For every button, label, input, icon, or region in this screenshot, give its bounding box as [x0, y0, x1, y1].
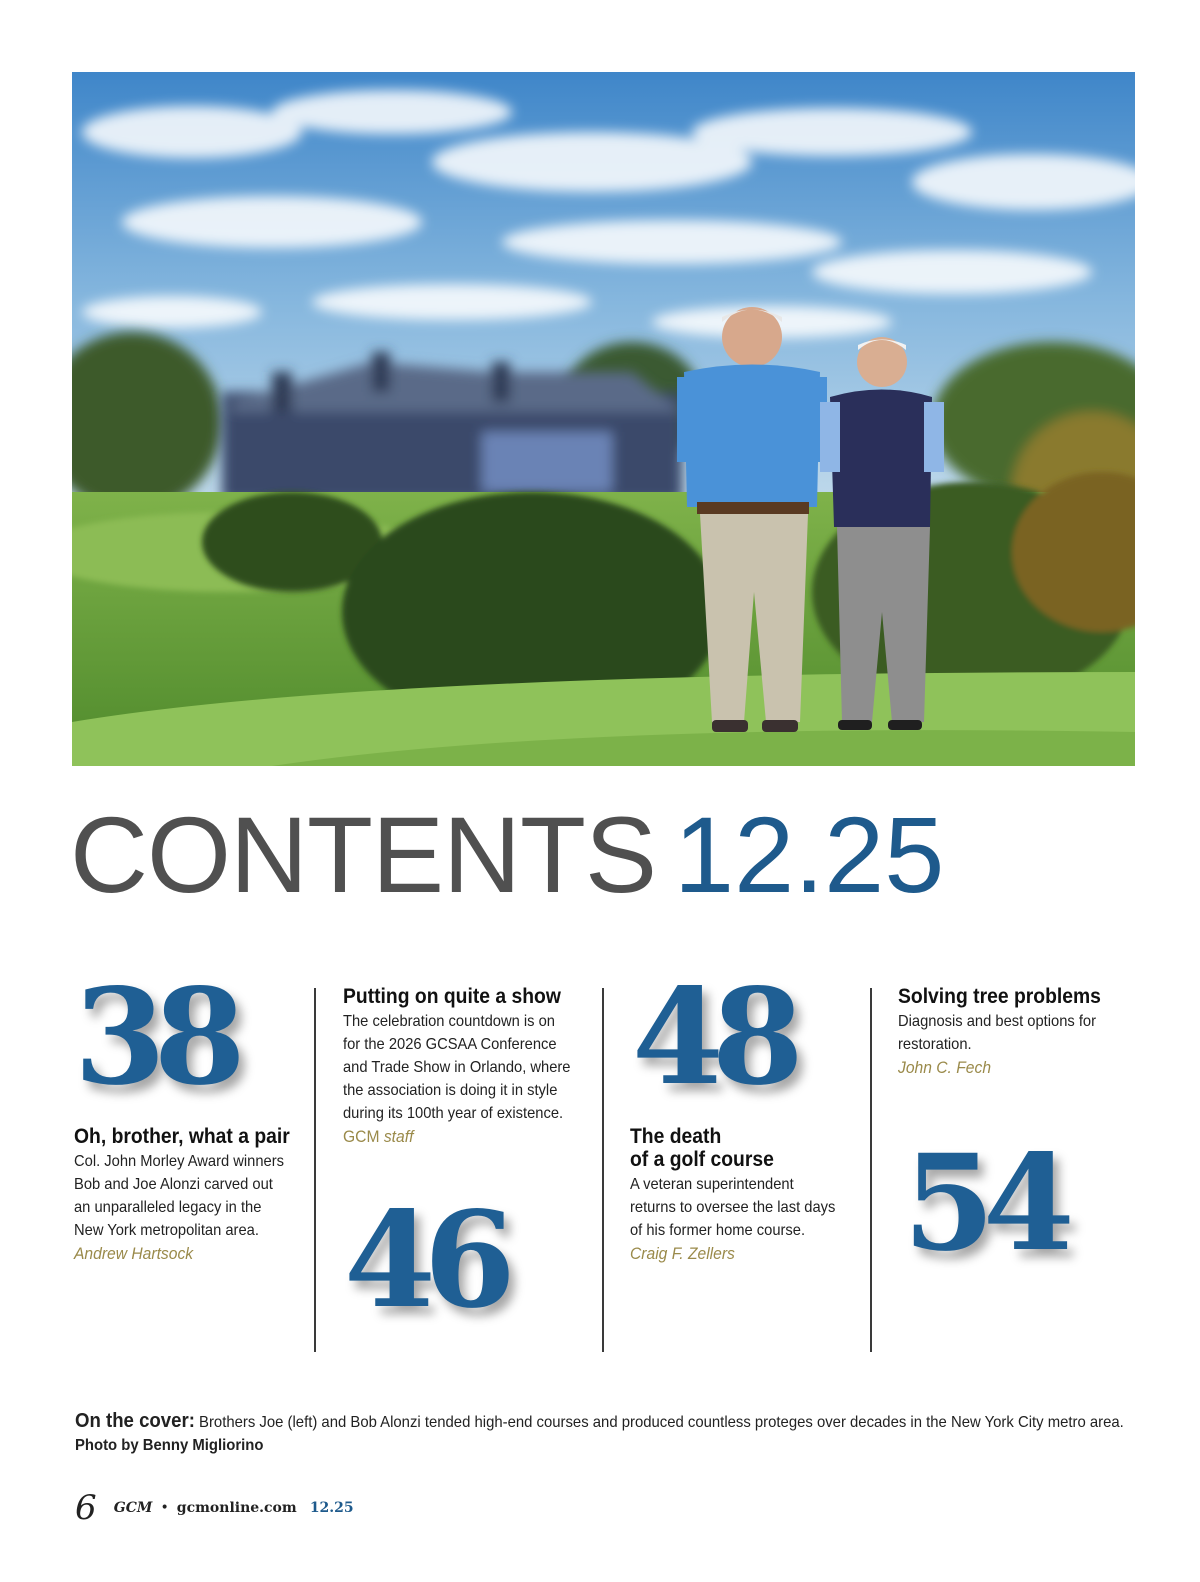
photo-credit: Photo by Benny Migliorino: [75, 1437, 264, 1454]
cover-photo: [72, 72, 1135, 766]
folio-page-number: 6: [75, 1488, 97, 1528]
cover-text: Brothers Joe (left) and Bob Alonzi tended high-end courses and produced countless proteges over decades in the New York City metro area.: [199, 1414, 1124, 1431]
page-number-38[interactable]: 38: [74, 960, 234, 1115]
footer-issue: 12.25: [309, 1500, 354, 1516]
cover-photo-illustration: [72, 72, 1135, 766]
story-author: Craig F. Zellers: [630, 1244, 735, 1263]
story-headline[interactable]: Solving tree problems: [898, 985, 1101, 1008]
story-solving-tree-problems[interactable]: [898, 985, 1148, 1079]
story-dek: The celebration countdown is on for the 2026 GCSAA Conference and Trade Show in Orlando, where the association is doing it in style during its 100th year of existence.: [343, 1013, 571, 1122]
story-dek: A veteran superintendent returns to oversee the last days of his former home course.: [630, 1176, 836, 1239]
contents-heading: CONTENTS: [70, 794, 656, 915]
issue-date: 12.25: [674, 794, 945, 915]
column-divider: [602, 988, 604, 1352]
story-oh-brother[interactable]: [74, 1125, 304, 1265]
story-author: GCM staff: [343, 1127, 414, 1146]
story-author: John C. Fech: [898, 1058, 992, 1077]
contents-title: [70, 790, 1150, 920]
website-link[interactable]: gcmonline.com: [176, 1500, 297, 1516]
cover-label: On the cover:: [75, 1410, 195, 1432]
cover-caption: [75, 1410, 1175, 1457]
story-putting-on-a-show[interactable]: [343, 985, 593, 1148]
story-headline[interactable]: The death of a golf course: [630, 1125, 774, 1171]
story-headline[interactable]: Oh, brother, what a pair: [74, 1125, 290, 1148]
page-number-48[interactable]: 48: [632, 960, 792, 1115]
page-footer: [75, 1488, 354, 1528]
column-divider: [870, 988, 872, 1352]
page-number-46[interactable]: 46: [344, 1183, 504, 1338]
story-author: Andrew Hartsock: [74, 1244, 194, 1263]
separator: •: [160, 1500, 169, 1516]
page-number-54[interactable]: 54: [903, 1126, 1063, 1281]
story-headline[interactable]: Putting on quite a show: [343, 985, 561, 1008]
column-divider: [314, 988, 316, 1352]
story-dek: Col. John Morley Award winners Bob and Joe Alonzi carved out an unparalleled legacy in the New York metropolitan area.: [74, 1153, 284, 1239]
story-death-of-a-golf-course[interactable]: [630, 1125, 860, 1265]
story-dek: Diagnosis and best options for restoration.: [898, 1013, 1097, 1053]
magazine-name: GCM: [113, 1500, 153, 1516]
